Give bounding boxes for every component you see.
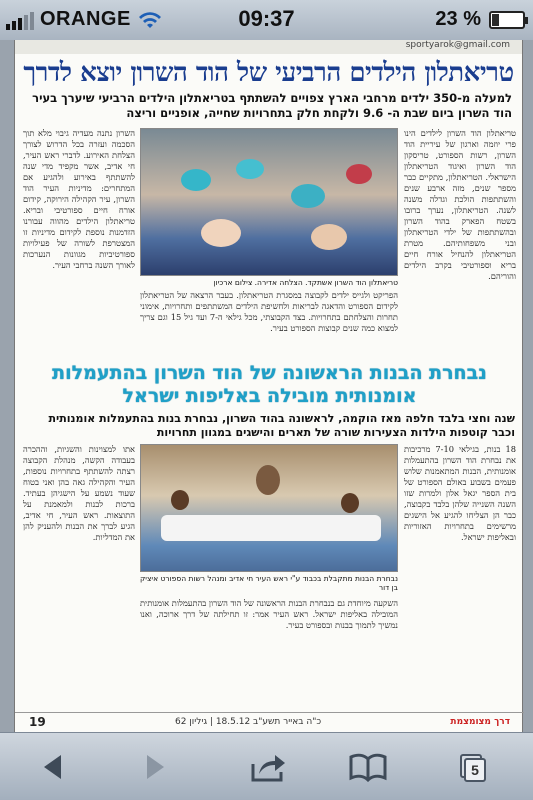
- gymnastics-photo: [140, 444, 398, 572]
- battery-percent: 23 %: [435, 8, 481, 30]
- footer-brand: דרך מצומצמת: [450, 716, 510, 727]
- status-time: 09:37: [238, 6, 295, 31]
- headline-gymnastics-line1: נבחרת הבנות הראשונה של הוד השרון בהתעמלות: [52, 362, 487, 384]
- subheadline-triathlon: למעלה מ-350 ילדים מרחבי הארץ צפויים להשתתף בטריאתלון הילדים הרביעי שיערך בעיר הוד השרון ביום שבת ה- 9.6 ולקחת חלק בתחרויות שחייה, אופניים וריצה: [32, 91, 512, 120]
- forward-arrow-icon: [139, 752, 169, 782]
- triathlon-photo: [140, 128, 398, 276]
- share-button[interactable]: [246, 745, 290, 789]
- web-view[interactable]: [0, 40, 533, 732]
- article1-column-middle: הפריקט ולגייס ילדים לקבוצה במסגרת הטריאתלון. בעבר הרצאה של הטריאתלון לקידום הספורט והדאגה לבריאות ולחשיפת הילדים המשתתפים ותחרויות, אימוני תחרות והצלחתם בתחרויות. בצד הקבוצתי, מכל גילאי ה-7 ועד גיל 15 וגם צריך למצוא כמה שנים קבוצות הספורט בעיר.: [140, 290, 398, 333]
- article1-column-left: השרון נתנה מעדיה גיבוי מלא תוך הסכמה ועזרה בכל הדרוש לצורך הצלחת האירוע. לדברי ראש העיר, חי אדיב, אשר מקפיד מדי שנה להשתתף באירוע ולהגיע אם המתחרים: מדיניות העיר הוד השרון, עיר הקהילה הירוקה, קידום אורח חיים ספורטיבי ובריא. טריאתלון הילדים מהווה עבורנו הזדמנות נוספת לקידום מדיניות זו המצטרפת לשורה של פעילויות ספורטיביות מגוונות הנערכות לאורך השנה ברחבי העיר.: [23, 128, 135, 270]
- battery-icon: [489, 11, 525, 29]
- bookmarks-icon: [348, 752, 388, 782]
- newspaper-page: [14, 40, 523, 732]
- source-line: sportyarok@gmail.com: [15, 40, 522, 54]
- article2-column-middle: השקעה מיוחדת גם בנבחרת הבנות הראשונה של הוד השרון בהתעמלות אומנותית המובילה באליפות ישראל. ראש העיר אמר: זו תחילתה של דרך ארוכה, ואנו נמשיך לתמוך בבנות ובספורט בעיר.: [140, 598, 398, 630]
- article2-column-left: אתו למצוינות והשגיות, וההכרה בעבודה הקשה, מנהלת הקבוצה רצתה להשתתף בתחרויות נוספות, העיר והקהילה גאה בהן ואני בטוח שעוד נשמע על הישגיהן בעתיד. ברכות לבנות ולמאמנת על התוצאות. ראש העיר, חי אדיב, הגיע לברך את הבנות ולהעניק להן את המדליות.: [23, 444, 135, 542]
- page-number: 19: [29, 714, 46, 729]
- footer-date: כ"ה באייר תשע"ב 18.5.12 | גיליון 62: [174, 716, 322, 727]
- battery-fill: [492, 14, 499, 26]
- carrier-name: ORANGE: [40, 8, 131, 30]
- subheadline-gymnastics: שנה וחצי בלבד חלפה מאז הוקמה, לראשונה בהוד השרון, נבחרת בנות בהתעמלות אומנותית וכבר קוטפות הילדות הצעירות שורה של תארים והישגים במגוון תחרויות: [48, 412, 515, 439]
- page-footer: [15, 712, 524, 730]
- bookmarks-button[interactable]: [346, 745, 390, 789]
- status-bar: [0, 0, 533, 40]
- tabs-count: 5: [464, 758, 486, 782]
- forward-button[interactable]: [132, 745, 176, 789]
- article1-column-right: טריאתלון הוד השרון לילדים הינו פרי יוזמה וארגון של עיריית הוד השרון, רשות הספורט, טריסקון הוד השרון ואיגוד הטריאתלון הישראלי. הטריאתלון, מתקיים כבר מספר שנים, מזה ארבע שנים והשתתפות הולכת וגדלה משנה לשנה. הטריאתלון, נערך ברובו בשטח הפארק בהוד השרון ובהשתתפות של ילדי הטריאתלון ובני משפחותיהם. מטרת הטריאתלון להנחיל אורח חיים בריא וספורטיבי בקרב הילדים והוריהם.: [404, 128, 516, 281]
- back-arrow-icon: [39, 752, 69, 782]
- share-icon: [249, 750, 287, 784]
- article2-column-right: 18 בנות, בגילאי 7-10 מרכיבות את נבחרת הוד השרון בהתעמלות אומנותית, הבנות המתאמנות שלוש פעמים בשבוע באולם הספורט של בית הספר יגאל אלון ולמרות שזו השנה השנייה שלהן בלבד בקבוצה, כבר הן הצליחו להגיע אל הישגים מרשימים בתחרויות האזוריות ובאליפות ישראל.: [404, 444, 516, 542]
- triathlon-photo-caption: טריאתלון הוד השרון אשתקד. הצלחה אדירה. צילום ארכיון: [213, 278, 398, 287]
- gymnastics-photo-caption: נבחרת הבנות מתקבלת בכבוד ע"י ראש העיר חי אדיב ומנהל רשות הספורט איציק בן דור: [139, 574, 398, 592]
- browser-toolbar: [0, 732, 533, 800]
- headline-gymnastics-line2: אומנותית מובילה באליפות ישראל: [122, 385, 417, 407]
- tabs-icon: [458, 750, 490, 784]
- headline-triathlon: טריאתלון הילדים הרביעי של הוד השרון יוצא לדרך: [23, 58, 514, 88]
- back-button[interactable]: [32, 745, 76, 789]
- status-right: [435, 8, 525, 31]
- tabs-button[interactable]: [452, 745, 496, 789]
